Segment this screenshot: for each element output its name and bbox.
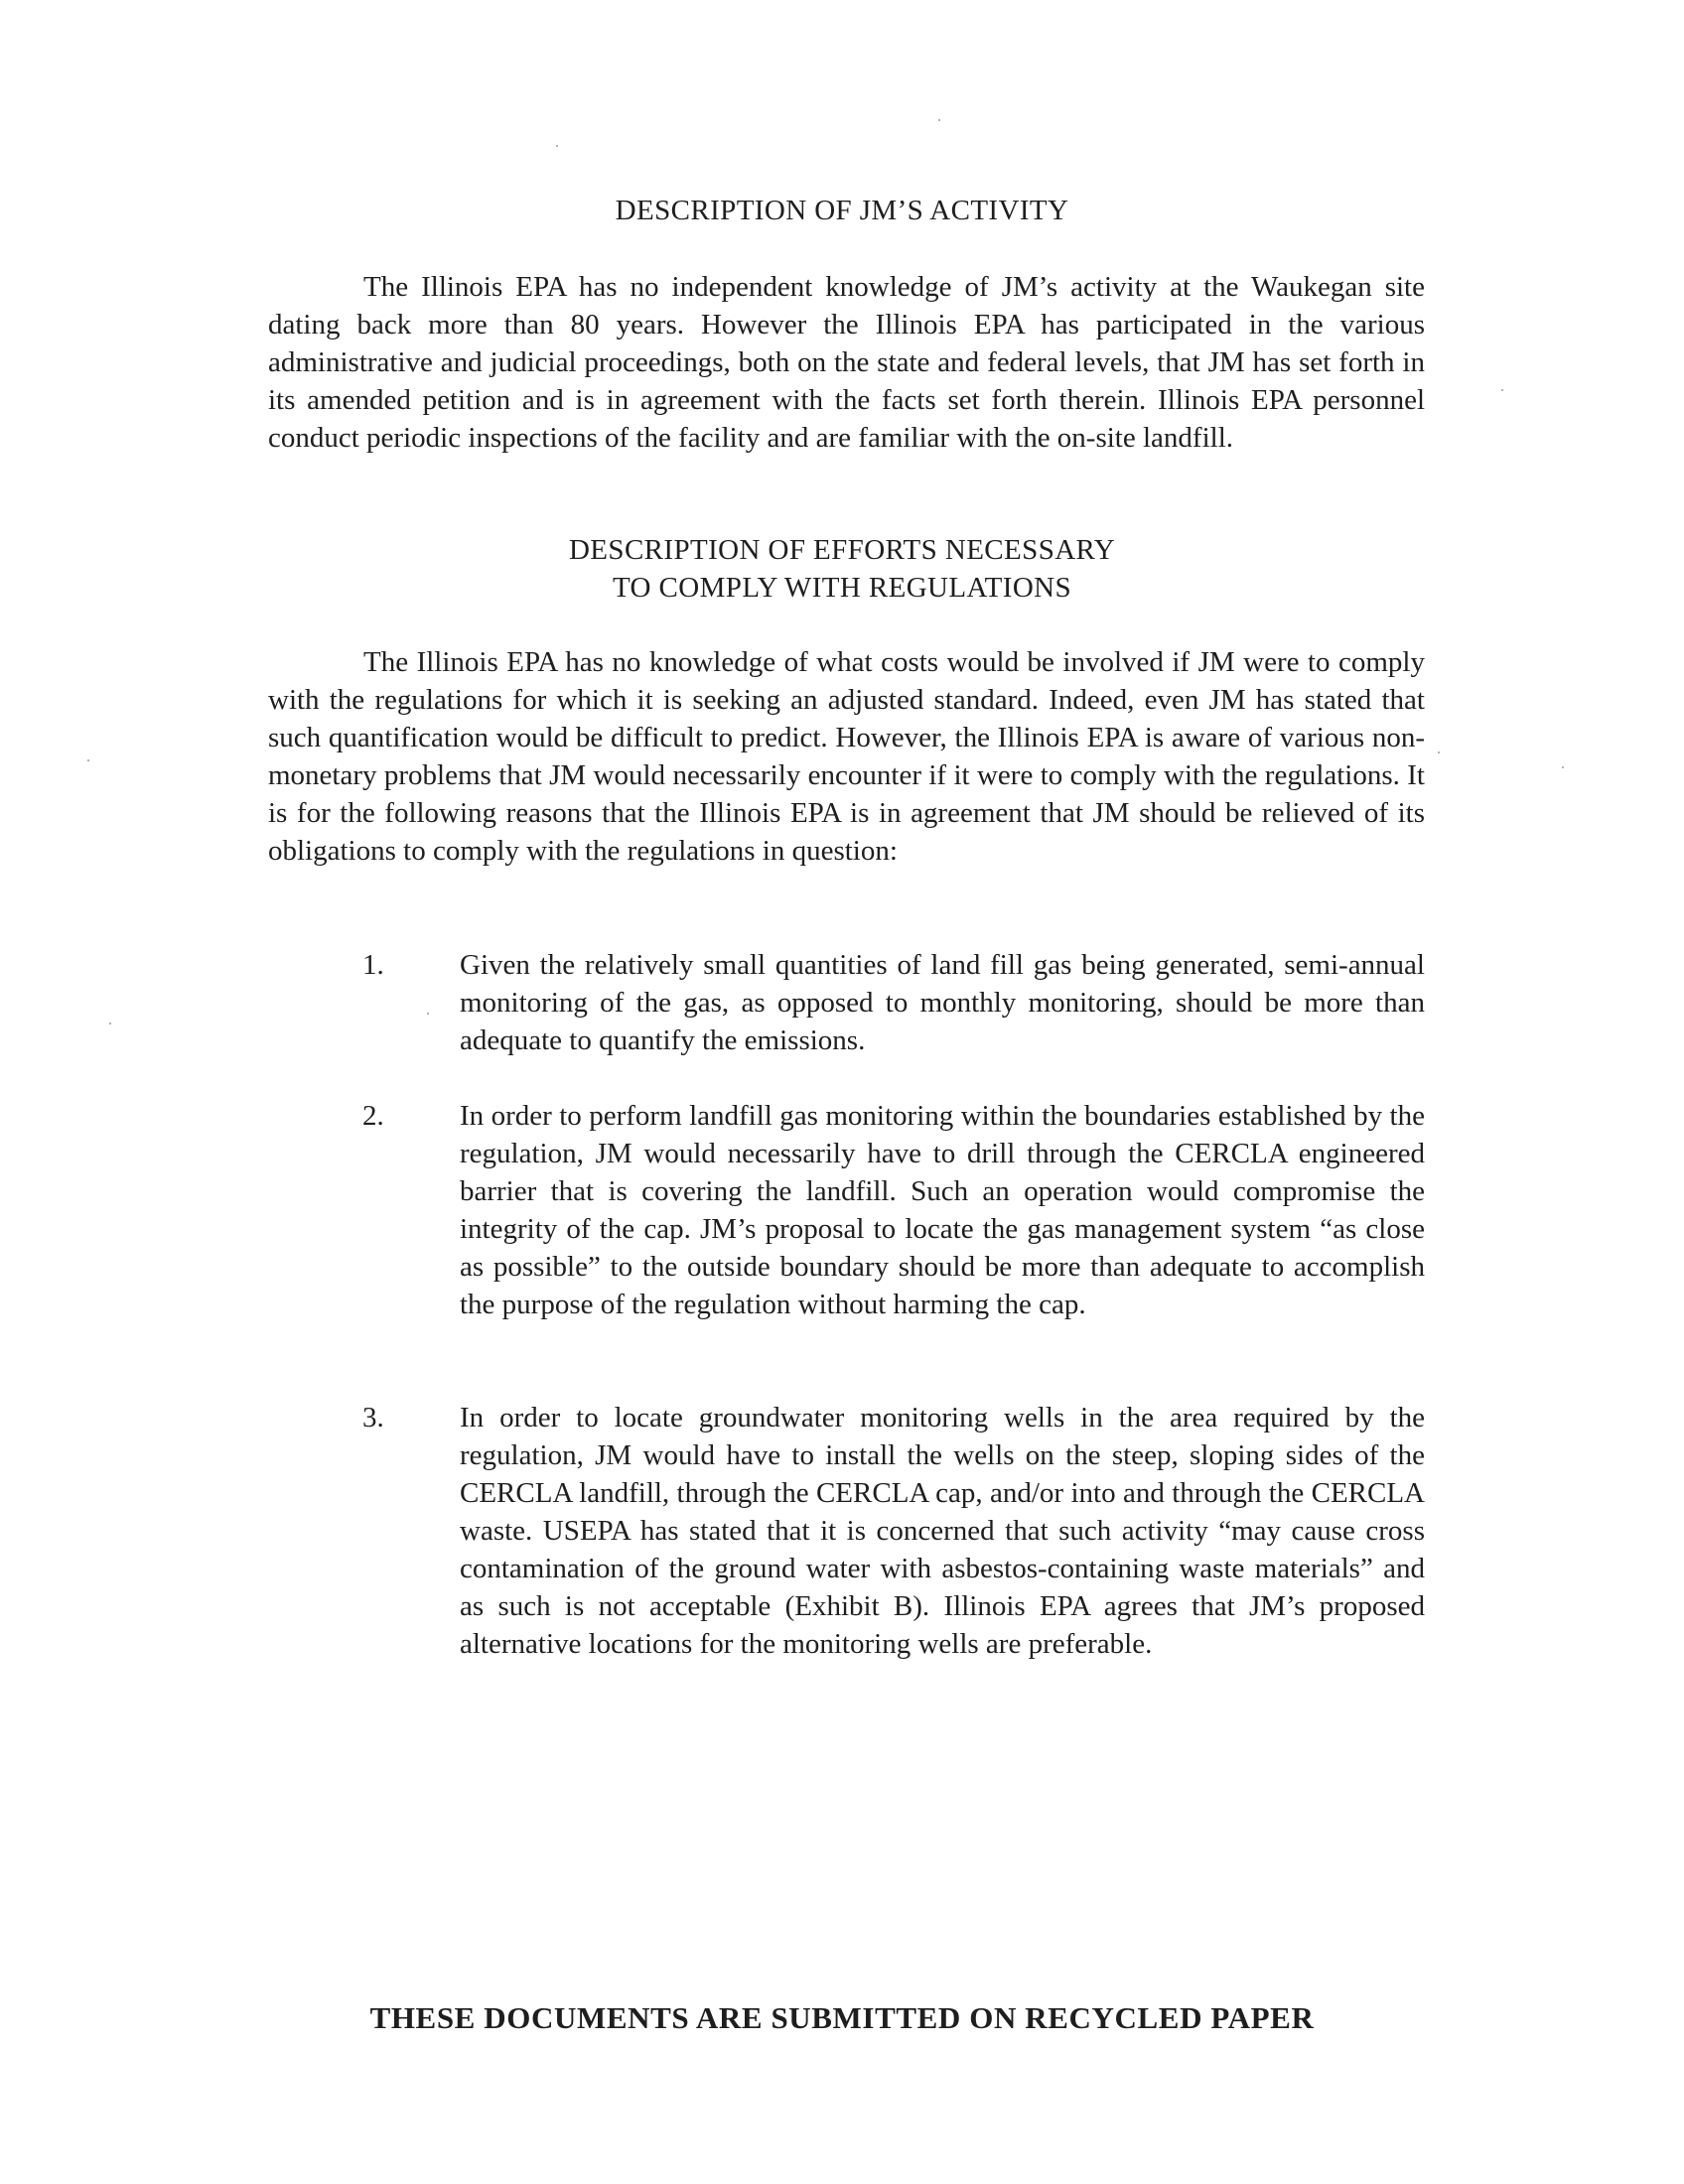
section-heading-efforts-line2: TO COMPLY WITH REGULATIONS — [612, 572, 1072, 604]
list-item-number: 2. — [362, 1100, 384, 1132]
scan-speck — [556, 145, 558, 147]
scan-speck — [109, 1023, 111, 1024]
recycled-paper-footer: THESE DOCUMENTS ARE SUBMITTED ON RECYCLED PAPER — [369, 2000, 1315, 2035]
list-item-text: In order to perform landfill gas monitoring within the boundaries established by the regulation, JM would necessarily have to drill through the CERCLA engineered barrier that is covering the landfill. Such an operation would compromise the integrity of the cap. JM’s proposal to locate the gas management system “as close as possible” to the outside boundary should be more than adequate to accomplish the purpose of the regulation without harming the cap. — [460, 1100, 1425, 1320]
activity-paragraph: The Illinois EPA has no independent knowledge of JM’s activity at the Waukegan site dating back more than 80 years. However the Illinois EPA has participated in the various administrative and judicial proceedings, both on the state and federal levels, that JM has set forth in its amended petition and is in agreement with the facts set forth therein. Illinois EPA personnel conduct periodic inspections of the facility and are familiar with the on-site landfill. — [268, 271, 1425, 454]
list-item-text: Given the relatively small quantities of land fill gas being generated, semi-annual monitoring of the gas, as opposed to monthly monitoring, should be more than adequate to quantify the emissions. — [460, 949, 1425, 1056]
section-heading-efforts — [0, 531, 1684, 607]
scan-speck — [427, 1013, 429, 1015]
section-heading-activity: DESCRIPTION OF JM’S ACTIVITY — [615, 195, 1069, 226]
scan-speck — [938, 119, 940, 121]
section-heading-efforts-line1: DESCRIPTION OF EFFORTS NECESSARY — [568, 534, 1116, 566]
scan-speck — [1438, 751, 1440, 753]
scan-speck — [1562, 766, 1564, 768]
list-item-number: 3. — [362, 1402, 384, 1433]
scan-speck — [1501, 389, 1503, 391]
list-item-text: In order to locate groundwater monitoring wells in the area required by the regulation, JM would have to install the wells on the steep, sloping sides of the CERCLA landfill, through the CERCLA cap, and/or into and through the CERCLA waste. USEPA has stated that it is concerned that such activity “may cause cross contamination of the ground water with asbestos-containing waste materials” and as such is not acceptable (Exhibit B). Illinois EPA agrees that JM’s proposed alternative locations for the monitoring wells are preferable. — [460, 1402, 1425, 1660]
scan-speck — [87, 759, 89, 761]
list-item-number: 1. — [362, 949, 384, 981]
efforts-paragraph: The Illinois EPA has no knowledge of what costs would be involved if JM were to comply with the regulations for which it is seeking an adjusted standard. Indeed, even JM has stated that such quantification would be difficult to predict. However, the Illinois EPA is aware of various non-monetary problems that JM would necessarily encounter if it were to comply with the regulations. It is for the following reasons that the Illinois EPA is in agreement that JM should be relieved of its obligations to comply with the regulations in question: — [268, 646, 1425, 867]
